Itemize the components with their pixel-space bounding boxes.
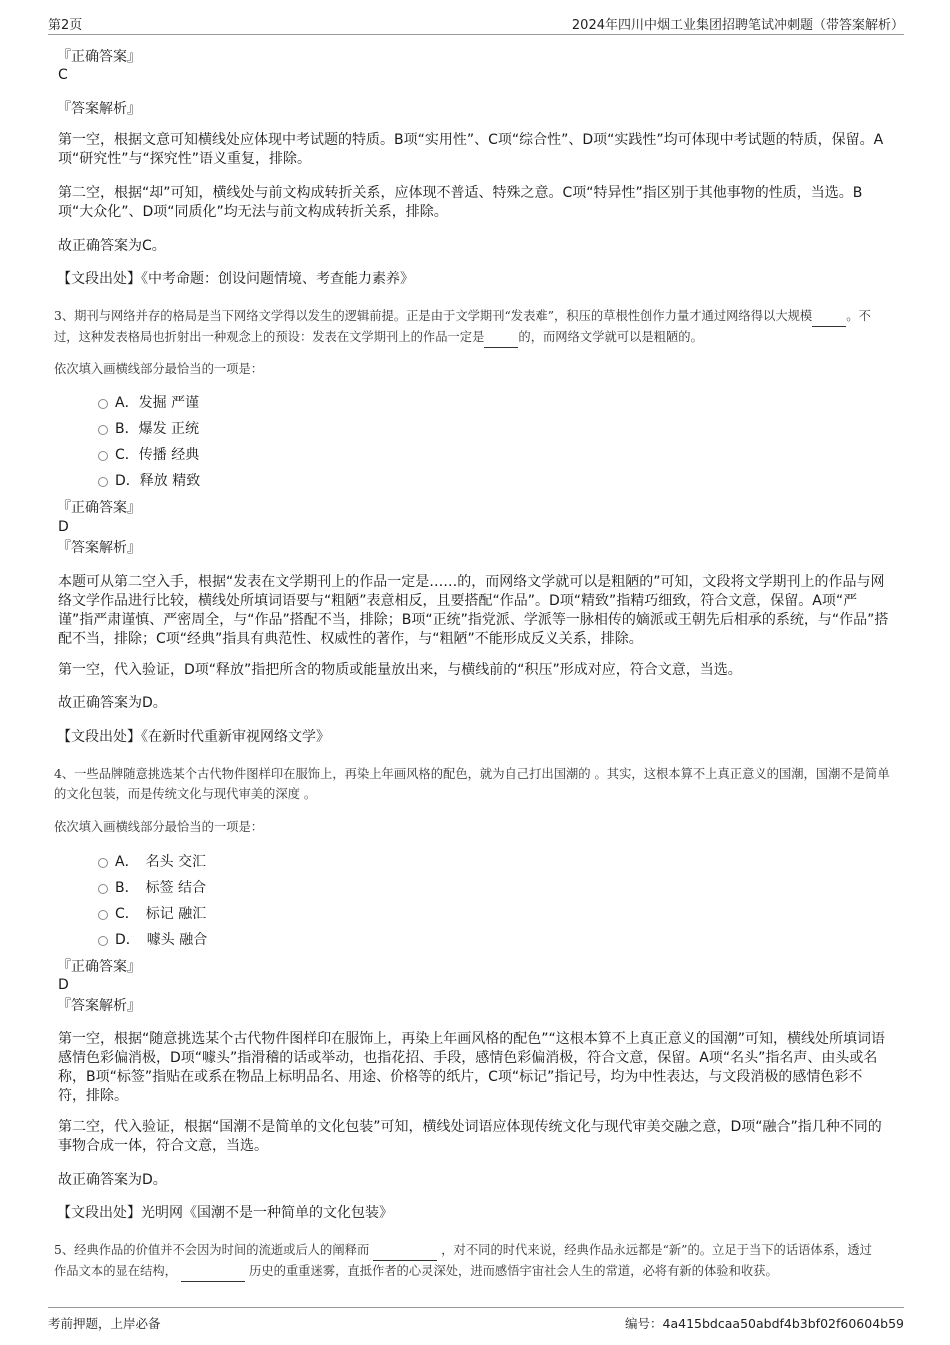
- option-c[interactable]: C． 标记 融汇: [57, 901, 457, 927]
- option-d[interactable]: D． 噱头 融合: [57, 927, 457, 953]
- radio-button[interactable]: [98, 399, 108, 409]
- analysis-paragraph: 第一空，根据文意可知横线处应体现中考试题的特质。B项“实用性”、C项“综合性”、D项“实践性”均可体现中考试题的特质，保留。A项“研究性”与“探究性”语义重复，排除。: [58, 132, 884, 167]
- document-code: 编号：4a415bdcaa50abdf4b3bf02f60604b59: [625, 1316, 904, 1331]
- radio-button[interactable]: [98, 936, 108, 946]
- analysis-paragraph: 第二空，代入验证，根据“国潮不是简单的文化包装”可知，横线处词语应体现传统文化与现代审美交融之意，D项“融合”指几种不同的事物合成一体，符合文意，当选。: [58, 1119, 882, 1154]
- question-3-part: 。不过，这种发表格局也折射出一种观念上的预设：发表在文学期刊上的作品一定是: [54, 309, 871, 344]
- fill-blank: [181, 1261, 245, 1282]
- radio-button[interactable]: [98, 451, 108, 461]
- correct-answer-value: C: [58, 67, 68, 83]
- correct-answer-value: D: [58, 519, 69, 535]
- page-number: 第2页: [48, 18, 83, 33]
- source-citation: 【文段出处】《中考命题：创设问题情境、考查能力素养》: [57, 271, 414, 287]
- question-4-options: [57, 849, 457, 953]
- radio-button[interactable]: [98, 910, 108, 920]
- question-5-part: 历史的重重迷雾，直抵作者的心灵深处，进而感悟宇宙社会人生的常道，必将有新的体验和收获。: [248, 1264, 778, 1278]
- question-3-part: 的，而网络文学就可以是粗陋的。: [518, 330, 703, 344]
- option-b[interactable]: B． 标签 结合: [57, 875, 457, 901]
- page-footer: [48, 1307, 904, 1332]
- radio-button[interactable]: [98, 884, 108, 894]
- question-3-text: [54, 306, 874, 348]
- question-3-options: [57, 390, 457, 494]
- analysis-paragraph: 本题可从第二空入手，根据“发表在文学期刊上的作品一定是……的，而网络文学就可以是粗陋的”可知，文段将文学期刊上的作品与网络文学作品进行比较，横线处所填词语要与“粗陋”表意相反，且要搭配“作品”。D项“精致”指精巧细致，符合文意，保留。A项“严谨”指严肃谨慎、严密周全，与“作品”搭配不当，排除；B项“正统”指党派、学派等一脉相传的嫡派或王朝先后相承的系统，与“作品”搭配不当，排除；C项“经典”指具有典范性、权威性的著作，与“粗陋”不能形成反义关系，排除。: [58, 574, 889, 647]
- question-5-part: 5、经典作品的价值并不会因为时间的流逝或后人的阐释而: [54, 1243, 370, 1257]
- correct-answer-label: 『正确答案』: [57, 959, 141, 975]
- radio-button[interactable]: [98, 477, 108, 487]
- footer-slogan: 考前押题，上岸必备: [48, 1316, 161, 1331]
- question-prompt: 依次填入画横线部分最恰当的一项是：: [54, 820, 264, 834]
- question-4-text: 4、一些品牌随意挑选某个古代物件图样印在服饰上，再染上年画风格的配色，就为自己打出国潮的 。其实，这根本算不上真正意义的国潮，国潮不是简单的文化包装，而是传统文化与现代审美的深度 。: [54, 767, 890, 801]
- analysis-label: 『答案解析』: [57, 101, 141, 117]
- source-citation: 【文段出处】光明网《国潮不是一种简单的文化包装》: [57, 1205, 393, 1221]
- correct-answer-label: 『正确答案』: [57, 500, 141, 516]
- option-a[interactable]: A．发掘 严谨: [57, 390, 457, 416]
- option-d[interactable]: D．释放 精致: [57, 468, 457, 494]
- question-5-text: [54, 1240, 884, 1282]
- fill-blank: [484, 327, 518, 348]
- radio-button[interactable]: [98, 425, 108, 435]
- analysis-paragraph: 第一空，根据“随意挑选某个古代物件图样印在服饰上，再染上年画风格的配色”“这根本算不上真正意义的国潮”可知，横线处所填词语感情色彩偏消极，D项“噱头”指滑稽的话或举动，也指花招、手段，感情色彩偏消极，符合文意，保留。A项“名头”指名声、由头或名称，B项“标签”指贴在或系在物品上标明品名、用途、价格等的纸片，C项“标记”指记号，均为中性表达，与文段消极的感情色彩不符，排除。: [58, 1031, 886, 1104]
- correct-answer-value: D: [58, 977, 69, 993]
- document-title: 2024年四川中烟工业集团招聘笔试冲刺题（带答案解析）: [571, 18, 904, 33]
- analysis-label: 『答案解析』: [57, 540, 141, 556]
- source-citation: 【文段出处】《在新时代重新审视网络文学》: [57, 729, 330, 745]
- analysis-paragraph: 第一空，代入验证，D项“释放”指把所含的物质或能量放出来，与横线前的“积压”形成对应，符合文意，当选。: [58, 662, 742, 678]
- question-3-part: 3、期刊与网络并存的格局是当下网络文学得以发生的逻辑前提。正是由于文学期刊“发表难”，积压的草根性创作力量才通过网络得以大规模: [54, 309, 813, 323]
- radio-button[interactable]: [98, 858, 108, 868]
- question-5-part: ，对不同的时代来说，经典作品永远都是“新”的。立足于当下的话语体系，透过作品文本的显在结构，: [54, 1243, 872, 1278]
- conclusion-text: 故正确答案为D。: [58, 1172, 167, 1188]
- conclusion-text: 故正确答案为D。: [58, 695, 167, 711]
- analysis-label: 『答案解析』: [57, 998, 141, 1014]
- option-b[interactable]: B．爆发 正统: [57, 416, 457, 442]
- correct-answer-label: 『正确答案』: [57, 49, 141, 65]
- conclusion-text: 故正确答案为C。: [58, 238, 166, 254]
- fill-blank: [812, 306, 846, 327]
- page-header: [48, 12, 904, 35]
- analysis-paragraph: 第二空，根据“却”可知，横线处与前文构成转折关系，应体现不普适、特殊之意。C项“特异性”指区别于其他事物的性质，当选。B项“大众化”、D项“同质化”均无法与前文构成转折关系，排除。: [58, 185, 863, 220]
- question-prompt: 依次填入画横线部分最恰当的一项是：: [54, 362, 264, 376]
- option-a[interactable]: A． 名头 交汇: [57, 849, 457, 875]
- fill-blank: [373, 1240, 437, 1261]
- option-c[interactable]: C．传播 经典: [57, 442, 457, 468]
